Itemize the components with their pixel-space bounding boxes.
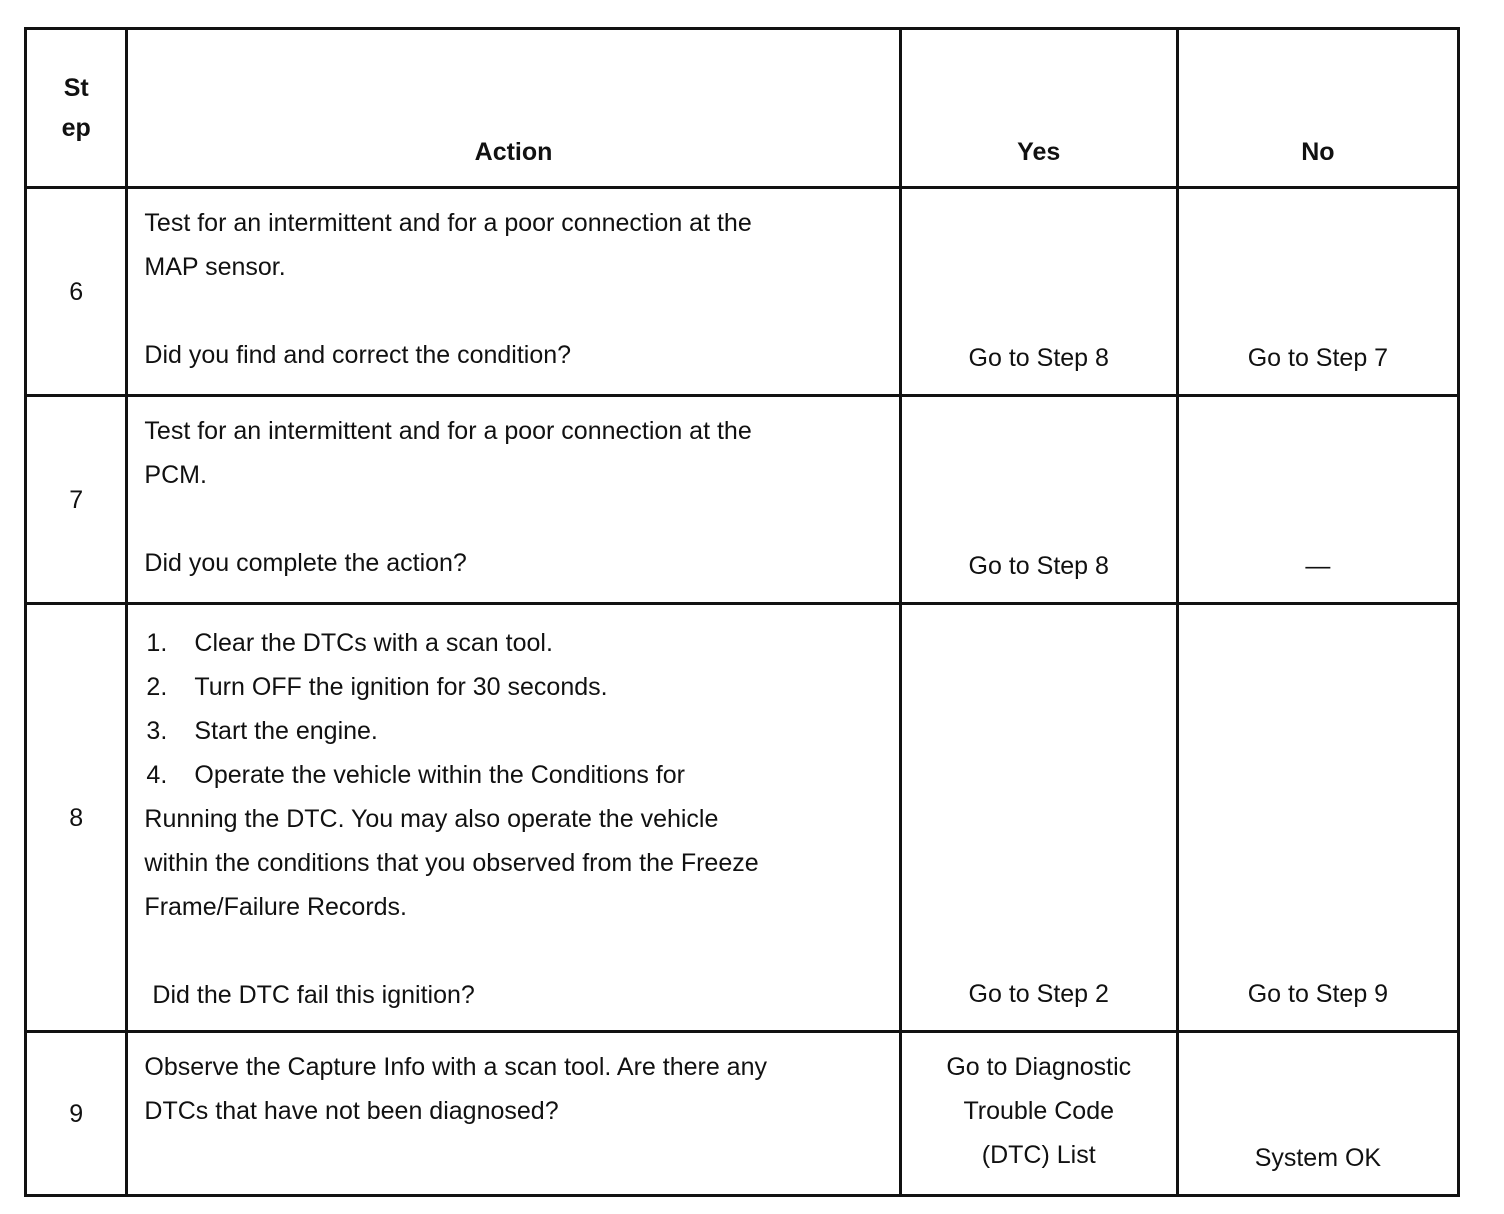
- yes-result: Go to Step 2: [900, 604, 1177, 1032]
- header-row: [26, 29, 1459, 188]
- no-result: Go to Step 7: [1177, 188, 1458, 396]
- question-text: Did you complete the action?: [144, 549, 467, 577]
- no-result: Go to Step 9: [1177, 604, 1458, 1032]
- list-number: 3.: [146, 717, 168, 745]
- header-action: Action: [127, 29, 900, 188]
- yes-result: Go to Step 8: [900, 188, 1177, 396]
- step-number: 7: [26, 396, 127, 604]
- list-number: 4.: [146, 761, 168, 789]
- action-cell: [127, 396, 900, 604]
- list-text: Clear the DTCs with a scan tool.: [194, 629, 553, 657]
- list-item: [144, 753, 882, 797]
- list-item: [144, 709, 882, 753]
- list-number: 2.: [146, 673, 168, 701]
- table-row: [26, 188, 1459, 396]
- action-cell: [127, 188, 900, 396]
- step-number: 6: [26, 188, 127, 396]
- list-text: Operate the vehicle within the Conditions for: [194, 761, 685, 789]
- yes-result: Go to Step 8: [900, 396, 1177, 604]
- header-step: [26, 29, 127, 188]
- action-cell: [127, 1032, 900, 1196]
- diagnostic-table: [24, 27, 1460, 1197]
- action-text: Test for an intermittent and for a poor connection at the: [144, 209, 752, 237]
- yes-result: [900, 1032, 1177, 1196]
- header-yes: Yes: [900, 29, 1177, 188]
- list-number: 1.: [146, 629, 168, 657]
- table-row: [26, 396, 1459, 604]
- list-item: [144, 621, 882, 665]
- action-cell: [127, 604, 900, 1032]
- step-number: 9: [26, 1032, 127, 1196]
- action-text: PCM.: [144, 461, 207, 489]
- no-result: System OK: [1177, 1032, 1458, 1196]
- table-row: [26, 604, 1459, 1032]
- procedure-list: [144, 621, 882, 797]
- list-item: [144, 665, 882, 709]
- action-text: DTCs that have not been diagnosed?: [144, 1097, 559, 1125]
- table-row: [26, 1032, 1459, 1196]
- yes-text: Go to Diagnostic: [946, 1053, 1132, 1081]
- action-text: Running the DTC. You may also operate the vehicle: [144, 805, 719, 833]
- header-no: No: [1177, 29, 1458, 188]
- action-text: Test for an intermittent and for a poor connection at the: [144, 417, 752, 445]
- yes-text: (DTC) List: [981, 1141, 1096, 1169]
- no-result: —: [1177, 396, 1458, 604]
- action-text: within the conditions that you observed from the Freeze: [144, 849, 759, 877]
- list-text: Turn OFF the ignition for 30 seconds.: [194, 673, 608, 701]
- header-step-line1: St: [63, 74, 89, 102]
- action-text: Frame/Failure Records.: [144, 893, 407, 921]
- list-text: Start the engine.: [194, 717, 378, 745]
- question-text: Did the DTC fail this ignition?: [152, 981, 475, 1009]
- action-text: MAP sensor.: [144, 253, 286, 281]
- question-text: Did you find and correct the condition?: [144, 341, 572, 369]
- yes-text: Trouble Code: [963, 1097, 1115, 1125]
- action-text: Observe the Capture Info with a scan tool. Are there any: [144, 1053, 767, 1081]
- header-step-line2: ep: [61, 114, 91, 142]
- step-number: 8: [26, 604, 127, 1032]
